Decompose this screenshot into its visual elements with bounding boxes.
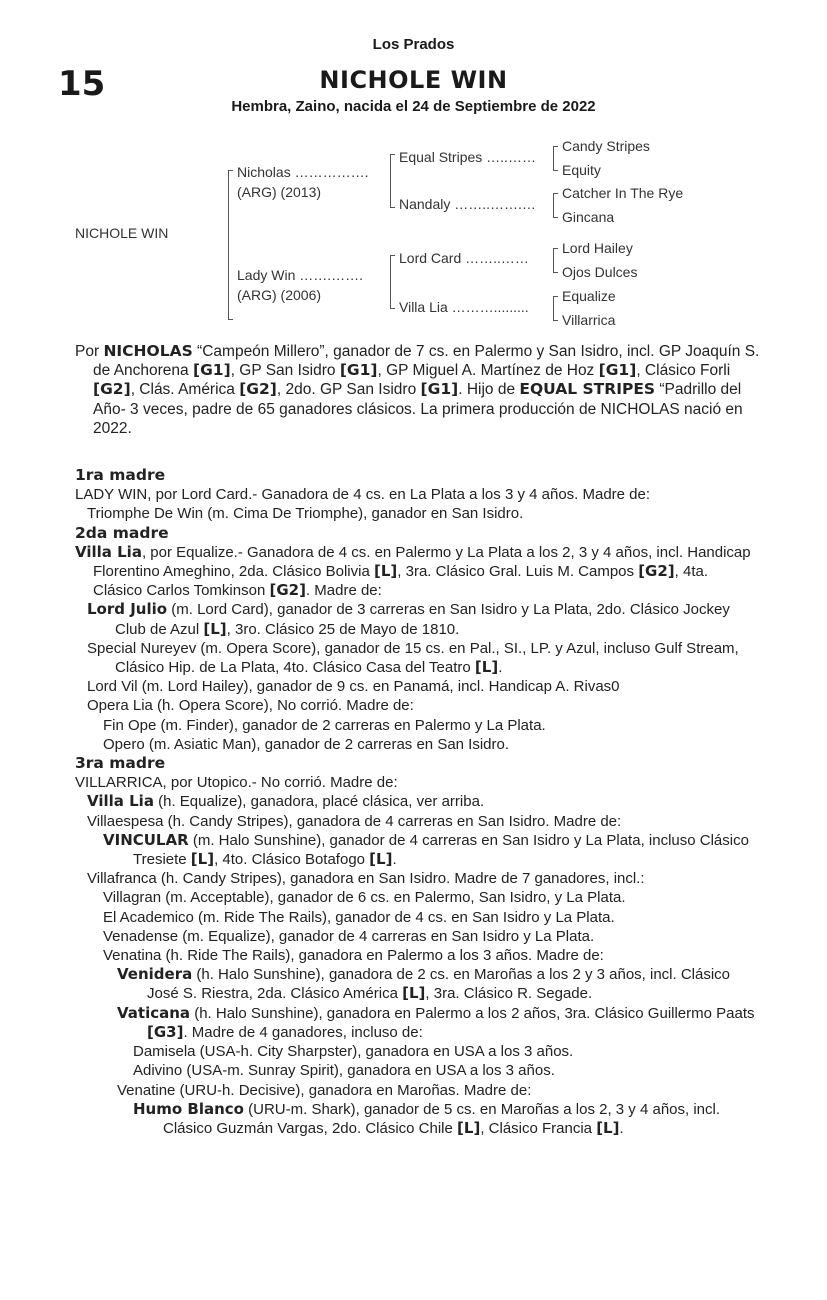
produce-entry bbox=[75, 1100, 760, 1138]
pedigree-dds: Equalize bbox=[562, 288, 616, 304]
produce-entry bbox=[75, 965, 760, 1003]
grade-tag: [G2] bbox=[93, 380, 131, 399]
horse-description: Hembra, Zaino, nacida el 24 de Septiembre de 2022 bbox=[231, 98, 596, 115]
pedigree-sss: Candy Stripes bbox=[562, 138, 650, 154]
text: . Madre de 4 ganadores, incluso de: bbox=[183, 1023, 423, 1041]
pedigree-sd: Nandaly ……..…….… bbox=[399, 196, 536, 212]
pedigree-dss: Lord Hailey bbox=[562, 240, 633, 256]
text: (m. Halo Sunshine), ganador de 4 carreras en San Isidro y La Plata, incluso Clásico Tresiete bbox=[133, 831, 749, 869]
pedigree-bracket bbox=[553, 193, 558, 218]
grade-tag: [G2] bbox=[638, 562, 675, 581]
pedigree-dd: Villa Lia ………......... bbox=[399, 299, 529, 315]
grade-tag: [L] bbox=[203, 619, 227, 638]
pedigree-ssd: Equity bbox=[562, 162, 601, 178]
pedigree-dam: Lady Win …….……. bbox=[237, 267, 364, 283]
text: . bbox=[392, 851, 397, 869]
text: (h. Equalize), ganadora, placé clásica, ver arriba. bbox=[153, 793, 485, 811]
pedigree-subject: NICHOLE WIN bbox=[75, 225, 169, 241]
grade-tag: [G2] bbox=[269, 581, 306, 600]
horse-name-bold: Villa Lia bbox=[87, 792, 154, 811]
horse-name-bold: Humo Blanco bbox=[133, 1099, 244, 1118]
grade-tag: [G2] bbox=[239, 380, 277, 399]
produce-entry: Opero (m. Asiatic Man), ganador de 2 carreras en San Isidro. bbox=[103, 735, 510, 753]
text: , 4ta. Clásico Carlos Tomkinson bbox=[93, 563, 709, 600]
text: “Campeón Millero”, ganador de 7 cs. en Palermo y San Isidro, incl. GP Joaquín S. de Anchorena bbox=[93, 343, 760, 380]
third-dam-heading: 3ra madre bbox=[75, 754, 166, 773]
dam-sections bbox=[75, 466, 760, 1138]
pedigree-chart bbox=[0, 130, 827, 340]
grade-tag: [G1] bbox=[420, 380, 459, 399]
pedigree-dam-info: (ARG) (2006) bbox=[237, 287, 322, 303]
produce-entry: Villaespesa (h. Candy Stripes), ganadora de 4 carreras en San Isidro. Madre de: bbox=[87, 812, 622, 830]
grade-tag: [L] bbox=[474, 658, 499, 677]
first-dam-heading: 1ra madre bbox=[75, 466, 166, 484]
grade-tag: [L] bbox=[402, 984, 426, 1003]
text: Por bbox=[75, 343, 104, 360]
pedigree-bracket bbox=[553, 248, 558, 273]
produce-entry bbox=[75, 1004, 760, 1042]
text: . Hijo de bbox=[458, 381, 520, 399]
text: “Padrillo del Año- 3 veces, padre de 65 ganadores clásicos. La primera producción de NICHOLAS nació en 2022. bbox=[93, 381, 743, 437]
pedigree-ddd: Villarrica bbox=[562, 312, 616, 328]
grade-tag: [L] bbox=[190, 850, 215, 869]
first-dam-line: Triomphe De Win (m. Cima De Triomphe), ganador en San Isidro. bbox=[87, 505, 524, 523]
text: Special Nureyev (m. Opera Score), ganador de 15 cs. en Pal., SI., LP. y Azul, incluso Gulf Stream, Clásico Hip. de La Plata, 4to. Clásico Casa del Teatro bbox=[87, 639, 739, 677]
text: , 2do. GP San Isidro bbox=[276, 381, 421, 399]
produce-entry bbox=[75, 600, 760, 638]
text: , GP Miguel A. Martínez de Hoz bbox=[377, 362, 599, 380]
produce-entry: Lord Vil (m. Lord Hailey), ganador de 9 cs. en Panamá, incl. Handicap A. Rivas0 bbox=[87, 678, 620, 696]
pedigree-bracket bbox=[390, 255, 395, 309]
text: (h. Halo Sunshine), ganadora de 2 cs. en Maroñas a los 2 y 3 años, incl. Clásico José S. Riestra, 2da. Clásico América bbox=[147, 966, 731, 1003]
text: (URU-m. Shark), ganador de 5 cs. en Maroñas a los 2, 3 y 4 años, incl. Clásico Guzmán Vargas, 2do. Clásico Chile bbox=[163, 1100, 721, 1137]
sire-name: NICHOLAS bbox=[103, 342, 193, 360]
pedigree-bracket bbox=[553, 296, 558, 321]
produce-entry: Opera Lia (h. Opera Score), No corrió. Madre de: bbox=[87, 697, 414, 715]
lot-number: 15 bbox=[58, 64, 106, 104]
grade-tag: [L] bbox=[457, 1118, 481, 1137]
text: , 3ra. Clásico R. Segade. bbox=[425, 985, 593, 1003]
produce-entry: Villafranca (h. Candy Stripes), ganadora en San Isidro. Madre de 7 ganadores, incl.: bbox=[87, 870, 645, 888]
text: , Clásico Forli bbox=[636, 362, 731, 380]
horse-name-bold: Villa Lia bbox=[75, 542, 142, 561]
pedigree-bracket bbox=[553, 146, 558, 171]
pedigree-bracket bbox=[390, 154, 395, 208]
produce-entry: Villagran (m. Acceptable), ganador de 6 cs. en Palermo, San Isidro, y La Plata. bbox=[103, 889, 626, 907]
produce-entry: Venatina (h. Ride The Rails), ganadora en Palermo a los 3 años. Madre de: bbox=[103, 947, 604, 965]
produce-entry bbox=[75, 831, 760, 869]
text: . bbox=[619, 1119, 624, 1137]
text: , Clás. América bbox=[130, 381, 240, 399]
grade-tag: [G3] bbox=[147, 1022, 184, 1041]
text: , Clásico Francia bbox=[480, 1119, 597, 1137]
horse-name-bold: Venidera bbox=[117, 965, 193, 984]
grade-tag: [G1] bbox=[339, 361, 378, 380]
pedigree-sdd: Gincana bbox=[562, 209, 615, 225]
horse-name-bold: Vaticana bbox=[117, 1003, 191, 1022]
pedigree-bracket bbox=[228, 170, 233, 320]
produce-entry: Adivino (USA-m. Sunray Spirit), ganadora en USA a los 3 años. bbox=[133, 1062, 555, 1080]
text: (m. Lord Card), ganador de 3 carreras en San Isidro y La Plata, 2do. Clásico Jockey Club de Azul bbox=[115, 601, 730, 638]
text: , por Equalize.- Ganadora de 4 cs. en Palermo y La Plata a los 2, 3 y 4 años, incl. Handicap Florentino Ameghino, 2da. Clásico Bolivia bbox=[93, 543, 751, 581]
pedigree-sds: Catcher In The Rye bbox=[562, 185, 684, 201]
second-dam-entry bbox=[75, 543, 760, 601]
stud-name: Los Prados bbox=[372, 36, 455, 53]
produce-entry: Fin Ope (m. Finder), ganador de 2 carreras en Palermo y La Plata. bbox=[103, 716, 546, 734]
text: , 3ro. Clásico 25 de Mayo de 1810. bbox=[226, 620, 460, 638]
text: (h. Halo Sunshine), ganadora en Palermo a los 2 años, 3ra. Clásico Guillermo Paats bbox=[190, 1004, 755, 1022]
third-dam-line: VILLARRICA, por Utopico.- No corrió. Madre de: bbox=[75, 774, 398, 792]
pedigree-ss: Equal Stripes …..…… bbox=[399, 149, 536, 165]
second-dam-heading: 2da madre bbox=[75, 523, 169, 542]
horse-name-bold: Lord Julio bbox=[87, 600, 168, 619]
text: . bbox=[498, 659, 503, 677]
produce-entry: El Academico (m. Ride The Rails), ganador de 4 cs. en San Isidro y La Plata. bbox=[103, 908, 615, 926]
pedigree-dsd: Ojos Dulces bbox=[562, 264, 638, 280]
text: . Madre de: bbox=[305, 582, 382, 600]
produce-entry bbox=[75, 792, 760, 811]
horse-name: NICHOLE WIN bbox=[319, 66, 508, 94]
grade-tag: [L] bbox=[369, 850, 393, 869]
produce-entry: Venatine (URU-h. Decisive), ganadora en Maroñas. Madre de: bbox=[117, 1081, 532, 1099]
grade-tag: [G1] bbox=[598, 361, 637, 380]
grandsire-name: EQUAL STRIPES bbox=[519, 380, 656, 399]
horse-name-bold: VINCULAR bbox=[103, 830, 189, 849]
text: , 4to. Clásico Botafogo bbox=[214, 851, 370, 869]
sire-paragraph bbox=[75, 342, 760, 438]
grade-tag: [G1] bbox=[192, 361, 231, 380]
grade-tag: [L] bbox=[596, 1118, 620, 1137]
text: , 3ra. Clásico Gral. Luis M. Campos bbox=[397, 563, 639, 581]
pedigree-sire: Nicholas ……………. bbox=[237, 164, 369, 180]
pedigree-sire-info: (ARG) (2013) bbox=[237, 184, 322, 200]
pedigree-ds: Lord Card ……..…… bbox=[399, 250, 529, 266]
produce-entry: Damisela (USA-h. City Sharpster), ganadora en USA a los 3 años. bbox=[133, 1043, 574, 1061]
produce-entry bbox=[75, 639, 760, 677]
first-dam-line: LADY WIN, por Lord Card.- Ganadora de 4 cs. en La Plata a los 3 y 4 años. Madre de: bbox=[75, 486, 651, 504]
text: , GP San Isidro bbox=[230, 362, 340, 380]
grade-tag: [L] bbox=[374, 562, 398, 581]
produce-entry: Venadense (m. Equalize), ganador de 4 carreras en San Isidro y La Plata. bbox=[103, 927, 595, 945]
